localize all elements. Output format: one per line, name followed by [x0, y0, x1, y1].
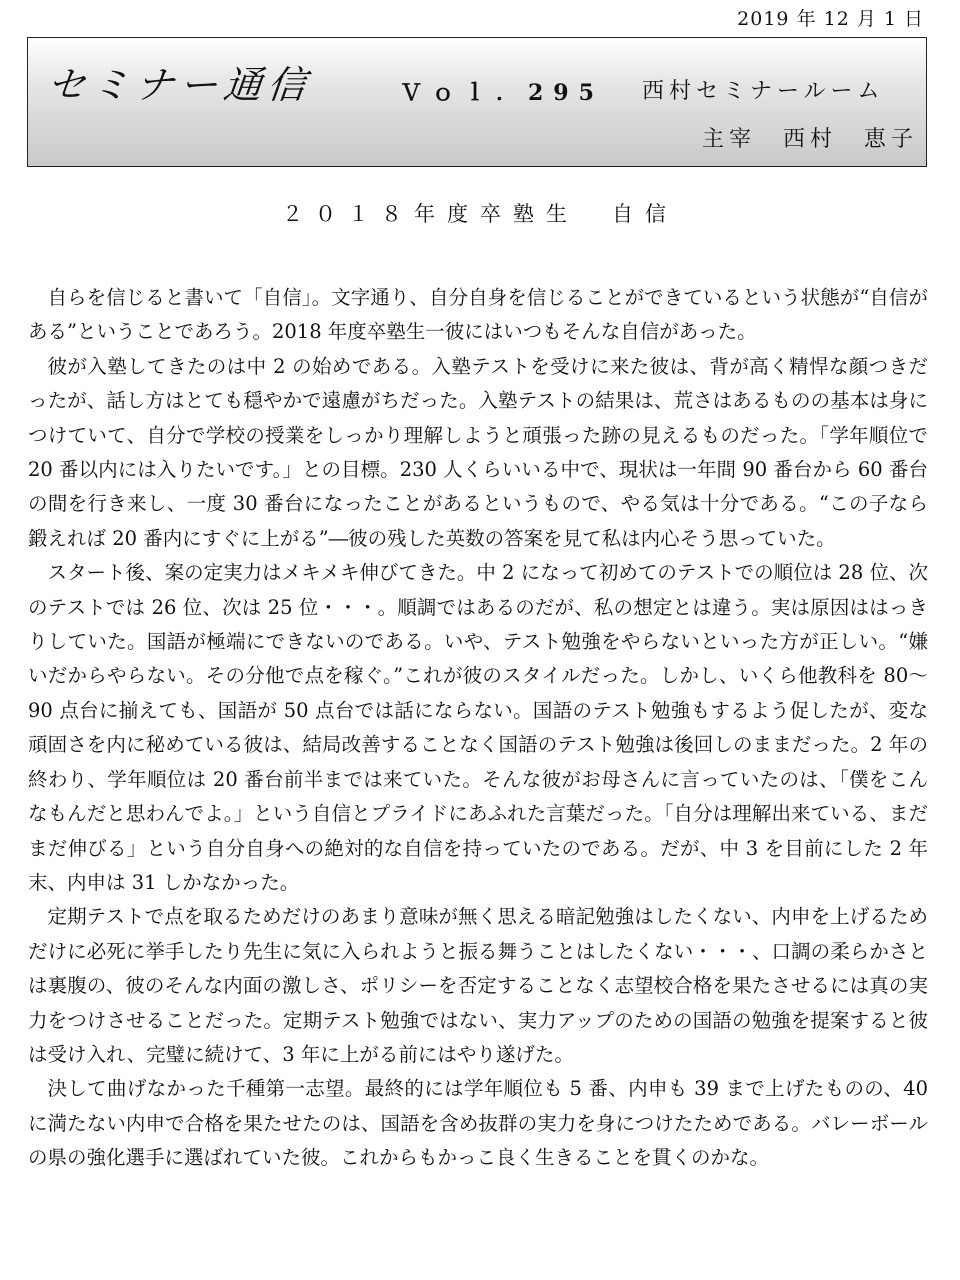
organization-name: 西村セミナールーム: [642, 79, 885, 104]
paragraph: 彼が入塾してきたのは中 2 の始めである。入塾テストを受けに来た彼は、背が高く精悍な顔つきだったが、話し方はとても穏やかで遠慮がちだった。入塾テストの結果は、荒さはあるものの基本は身につけていて、自分で学校の授業をしっかり理解しようと頑張った跡の見えるものだった。「学年順位で 20 番以内には入りたいです。」との目標。230 人くらいいる中で、現状は一年間 90 番台から 60 番台の間を行き来し、一度 30 番台になったことがあるというもので、やる気は十分である。“この子なら鍛えれば 20 番内にすぐに上がる”―彼の残した英数の答案を見て私は内心そう思っていた。: [28, 354, 928, 550]
article-title: ２０１８年度卒塾生 自信: [282, 202, 678, 226]
paragraph: 決して曲げなかった千種第一志望。最終的には学年順位も 5 番、内申も 39 まで上げたものの、40 に満たない内申で合格を果たせたのは、国語を含め抜群の実力を身につけたためである。バレーボールの県の強化選手に選ばれていた彼。これからもかっこ良く生きることを貫くのかな。: [28, 1077, 928, 1170]
paragraph: スタート後、案の定実力はメキメキ伸びてきた。中 2 になって初めてのテストでの順位は 28 位、次のテストでは 26 位、次は 25 位・・・。順調ではあるのだが、私の想定とは違う。実は原因ははっきりしていた。国語が極端にできないのである。いや、テスト勉強をやらないといった方が正しい。“嫌いだからやらない。その分他で点を稼ぐ。”これが彼のスタイルだった。しかし、いくら他教科を 80～90 点台に揃えても、国語が 50 点台では話にならない。国語のテスト勉強もするよう促したが、変な頑固さを内に秘めている彼は、結局改善することなく国語のテスト勉強は後回しのままだった。2 年の終わり、学年順位は 20 番台前半までは来ていた。そんな彼がお母さんに言っていたのは、「僕をこんなもんだと思わんでよ。」という自信とプライドにあふれた言葉だった。「自分は理解出来ている、まだまだ伸びる」という自分自身への絶対的な自信を持っていたのである。だが、中 3 を目前にした 2 年末、内申は 31 しかなかった。: [28, 561, 928, 894]
paragraph: 自らを信じると書いて「自信」。文字通り、自分自身を信じることができているという状態が“自信がある”ということであろう。2018 年度卒塾生一彼にはいつもそんな自信があった。: [28, 286, 928, 344]
newsletter-title: セミナー通信: [45, 63, 314, 107]
director-name: 主宰 西村 恵子: [702, 127, 919, 152]
volume-number: Ｖｏｌ．295: [400, 80, 604, 106]
article-body: [28, 281, 928, 1176]
paragraph: 定期テストで点を取るためだけのあまり意味が無く思える暗記勉強はしたくない、内申を上げるためだけに必死に挙手したり先生に気に入られようと振る舞うことはしたくない・・・、口調の柔らかさとは裏腹の、彼のそんな内面の激しさ、ポリシーを否定することなく志望校合格を果たさせるには真の実力をつけさせることだった。定期テスト勉強ではない、実力アップのための国語の勉強を提案すると彼は受け入れ、完璧に続けて、3 年に上がる前にはやり遂げた。: [28, 905, 928, 1066]
issue-date: 2019 年 12 月 1 日: [737, 8, 924, 30]
newsletter-header: [27, 37, 927, 167]
